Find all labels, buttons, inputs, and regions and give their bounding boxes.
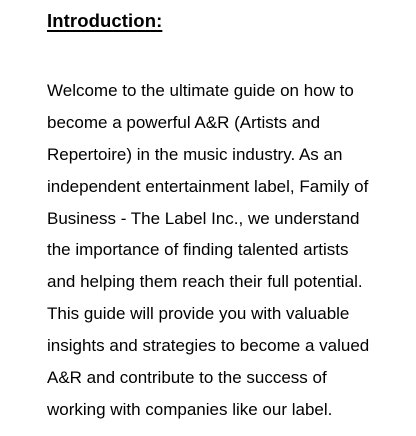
paragraph	[47, 75, 407, 426]
paragraph-line: working with companies like our label.	[47, 399, 333, 419]
paragraph-line: independent entertainment label, Family of	[47, 176, 369, 196]
paragraph-line: Business - The Label Inc., we understand	[47, 208, 360, 228]
paragraph-line: Welcome to the ultimate guide on how to	[47, 81, 354, 100]
paragraph-line: insights and strategies to become a valued	[47, 336, 370, 356]
paragraph-line: A&R and contribute to the success of	[47, 368, 327, 388]
paragraph-line: This guide will provide you with valuable	[47, 304, 350, 324]
paragraph-line: and helping them reach their full potential.	[47, 272, 363, 292]
paragraph-line: become a powerful A&R (Artists and	[47, 112, 321, 132]
section-heading: Introduction:	[47, 10, 163, 31]
paragraph-line: Repertoire) in the music industry. As an	[47, 144, 343, 164]
paragraph-line: the importance of finding talented artists	[47, 240, 349, 260]
